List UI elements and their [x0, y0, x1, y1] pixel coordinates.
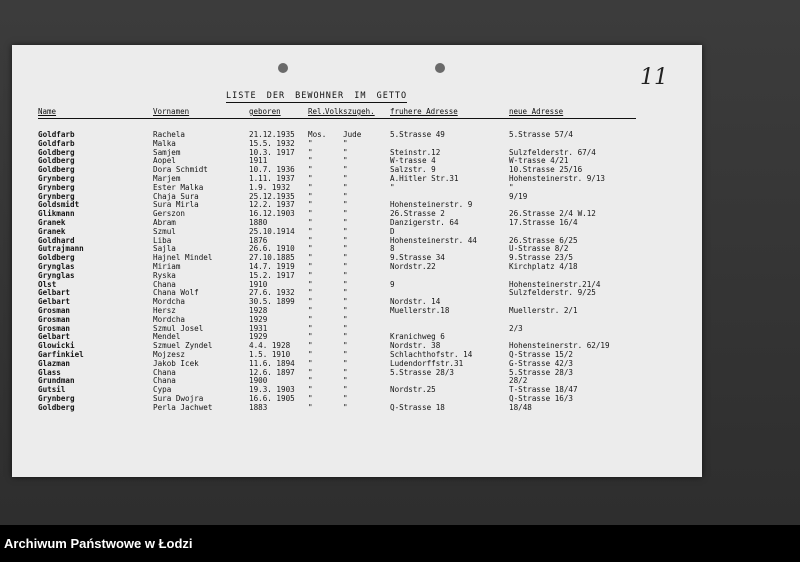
- cell-first: Liba: [153, 235, 172, 245]
- cell-first: Rachela: [153, 130, 186, 139]
- archive-name: Archiwum Państwowe w Łodzi: [4, 536, 193, 551]
- cell-first: Sajla: [153, 244, 176, 254]
- cell-rel: ": [308, 402, 313, 412]
- cell-rel: ": [308, 217, 313, 227]
- cell-rel: ": [308, 358, 313, 368]
- cell-new: 9.Strasse 23/5: [509, 253, 574, 263]
- cell-born: 1.9. 1932: [249, 182, 291, 192]
- cell-born: 1880: [249, 217, 268, 227]
- cell-rel: Mos.: [308, 130, 327, 139]
- cell-born: 16.12.1903: [249, 209, 295, 219]
- cell-folk: ": [343, 209, 348, 219]
- cell-born: 12.6. 1897: [249, 367, 295, 377]
- table-row: [12, 219, 702, 228]
- cell-new: T-Strasse 18/47: [509, 385, 578, 395]
- cell-first: Cypa: [153, 385, 172, 395]
- table-row: [12, 369, 702, 378]
- cell-first: Mordcha: [153, 314, 186, 324]
- column-header-first: Vornamen: [153, 107, 190, 116]
- header-rule: [38, 118, 636, 119]
- cell-folk: ": [343, 217, 348, 227]
- cell-first: Sura Mirla: [153, 200, 199, 210]
- table-row: [12, 131, 702, 140]
- cell-name: Granek: [38, 226, 66, 236]
- cell-prev: Kranichweg 6: [390, 332, 445, 342]
- cell-prev: 26.Strasse 2: [390, 209, 445, 219]
- cell-rel: ": [308, 349, 313, 359]
- cell-folk: ": [343, 297, 348, 307]
- cell-born: 1910: [249, 279, 268, 289]
- cell-born: 25.12.1935: [249, 191, 295, 201]
- table-row: [12, 263, 702, 272]
- cell-rel: ": [308, 305, 313, 315]
- cell-born: 30.5. 1899: [249, 297, 295, 307]
- cell-rel: ": [308, 393, 313, 403]
- cell-prev: Muellerstr.18: [390, 305, 450, 315]
- cell-name: Glass: [38, 367, 61, 377]
- cell-folk: ": [343, 393, 348, 403]
- cell-name: Grundman: [38, 376, 75, 386]
- table-row: [12, 149, 702, 158]
- cell-name: Goldberg: [38, 147, 75, 157]
- cell-prev: Nordstr. 14: [390, 297, 441, 307]
- cell-born: 1931: [249, 323, 268, 333]
- table-row: [12, 298, 702, 307]
- cell-rel: ": [308, 138, 313, 148]
- table-row: [12, 404, 702, 413]
- cell-new: Hohensteinerstr. 62/19: [509, 341, 610, 351]
- cell-rel: ": [308, 235, 313, 245]
- cell-new: U-Strasse 8/2: [509, 244, 569, 254]
- cell-new: 26.Strasse 2/4 W.12: [509, 209, 596, 219]
- cell-first: Szmuel Zyndel: [153, 341, 213, 351]
- cell-rel: ": [308, 385, 313, 395]
- cell-first: Samjem: [153, 147, 181, 157]
- cell-prev: Nordstr.25: [390, 385, 436, 395]
- cell-name: Grynglas: [38, 261, 75, 271]
- cell-new: 26.Strasse 6/25: [509, 235, 578, 245]
- table-row: [12, 377, 702, 386]
- cell-folk: ": [343, 349, 348, 359]
- table-row: [12, 325, 702, 334]
- cell-born: 1.5. 1910: [249, 349, 291, 359]
- cell-new: G-Strasse 42/3: [509, 358, 574, 368]
- cell-first: Chana: [153, 279, 176, 289]
- cell-folk: ": [343, 376, 348, 386]
- column-header-new: neue Adresse: [509, 107, 564, 116]
- cell-prev: 5.Strasse 49: [390, 130, 445, 139]
- cell-first: Aopel: [153, 156, 176, 166]
- table-row: [12, 316, 702, 325]
- cell-rel: ": [308, 200, 313, 210]
- cell-rel: ": [308, 332, 313, 342]
- cell-folk: ": [343, 279, 348, 289]
- cell-first: Mendel: [153, 332, 181, 342]
- cell-rel: ": [308, 341, 313, 351]
- cell-born: 10.7. 1936: [249, 165, 295, 175]
- cell-born: 15.2. 1917: [249, 270, 295, 280]
- cell-new: Hohensteinerstr. 9/13: [509, 173, 606, 183]
- cell-rel: ": [308, 173, 313, 183]
- cell-born: 10.3. 1917: [249, 147, 295, 157]
- cell-new: 5.Strasse 28/3: [509, 367, 574, 377]
- cell-born: 25.10.1914: [249, 226, 295, 236]
- column-header-folk: Volkszugeh.: [325, 107, 375, 116]
- resident-list: [12, 131, 702, 413]
- cell-born: 14.7. 1919: [249, 261, 295, 271]
- cell-name: Gutsil: [38, 385, 66, 395]
- table-row: [12, 245, 702, 254]
- cell-first: Jakob Icek: [153, 358, 199, 368]
- cell-name: Gelbart: [38, 297, 71, 307]
- cell-name: Olst: [38, 279, 57, 289]
- table-row: [12, 351, 702, 360]
- cell-first: Hajnel Mindel: [153, 253, 213, 263]
- cell-rel: ": [308, 288, 313, 298]
- table-row: [12, 175, 702, 184]
- cell-first: Malka: [153, 138, 176, 148]
- cell-born: 19.3. 1903: [249, 385, 295, 395]
- cell-folk: ": [343, 138, 348, 148]
- column-header-rel: Rel.: [308, 107, 327, 116]
- cell-rel: ": [308, 244, 313, 254]
- cell-folk: ": [343, 332, 348, 342]
- cell-born: 21.12.1935: [249, 130, 295, 139]
- cell-folk: ": [343, 156, 348, 166]
- cell-first: Miriam: [153, 261, 181, 271]
- cell-folk: ": [343, 270, 348, 280]
- cell-folk: ": [343, 182, 348, 192]
- cell-folk: ": [343, 244, 348, 254]
- cell-prev: Hohensteinerstr. 9: [390, 200, 473, 210]
- cell-born: 27.10.1885: [249, 253, 295, 263]
- column-header-name: Name: [38, 107, 57, 116]
- cell-rel: ": [308, 297, 313, 307]
- cell-rel: ": [308, 314, 313, 324]
- cell-folk: ": [343, 200, 348, 210]
- cell-rel: ": [308, 156, 313, 166]
- cell-name: Grynberg: [38, 393, 75, 403]
- cell-folk: ": [343, 385, 348, 395]
- cell-born: 1929: [249, 314, 268, 324]
- cell-name: Goldsmidt: [38, 200, 80, 210]
- cell-born: 15.5. 1932: [249, 138, 295, 148]
- cell-folk: ": [343, 367, 348, 377]
- table-row: [12, 342, 702, 351]
- cell-prev: Ludendorffstr.31: [390, 358, 464, 368]
- cell-born: 1900: [249, 376, 268, 386]
- table-row: [12, 157, 702, 166]
- cell-first: Szmul: [153, 226, 176, 236]
- table-row: [12, 289, 702, 298]
- cell-folk: ": [343, 173, 348, 183]
- cell-first: Chana: [153, 367, 176, 377]
- cell-folk: ": [343, 323, 348, 333]
- cell-folk: ": [343, 165, 348, 175]
- cell-folk: ": [343, 226, 348, 236]
- cell-prev: Nordstr.22: [390, 261, 436, 271]
- table-row: [12, 254, 702, 263]
- cell-born: 11.6. 1894: [249, 358, 295, 368]
- cell-prev: Hohensteinerstr. 44: [390, 235, 477, 245]
- table-row: [12, 140, 702, 149]
- cell-first: Sura Dwojra: [153, 393, 204, 403]
- cell-first: Chaja Sura: [153, 191, 199, 201]
- cell-first: Mordcha: [153, 297, 186, 307]
- cell-prev: 5.Strasse 28/3: [390, 367, 455, 377]
- cell-name: Goldfarb: [38, 138, 75, 148]
- cell-rel: ": [308, 147, 313, 157]
- table-row: [12, 281, 702, 290]
- table-row: [12, 228, 702, 237]
- cell-name: Grosman: [38, 305, 71, 315]
- cell-rel: ": [308, 209, 313, 219]
- cell-prev: Salzstr. 9: [390, 165, 436, 175]
- table-row: [12, 184, 702, 193]
- cell-name: Glazman: [38, 358, 71, 368]
- cell-name: Glowicki: [38, 341, 75, 351]
- cell-born: 1883: [249, 402, 268, 412]
- table-row: [12, 210, 702, 219]
- cell-born: 1876: [249, 235, 268, 245]
- cell-prev: Q-Strasse 18: [390, 402, 445, 412]
- cell-born: 12.2. 1937: [249, 200, 295, 210]
- cell-prev: A.Hitler Str.31: [390, 173, 459, 183]
- cell-prev: 9.Strasse 34: [390, 253, 445, 263]
- cell-prev: 9: [390, 279, 395, 289]
- cell-born: 1911: [249, 156, 268, 166]
- cell-new: 28/2: [509, 376, 528, 386]
- cell-folk: ": [343, 402, 348, 412]
- cell-name: Goldberg: [38, 165, 75, 175]
- cell-rel: ": [308, 191, 313, 201]
- cell-new: Hohensteinerstr.21/4: [509, 279, 601, 289]
- cell-folk: ": [343, 314, 348, 324]
- cell-folk: ": [343, 305, 348, 315]
- cell-rel: ": [308, 165, 313, 175]
- cell-folk: ": [343, 253, 348, 263]
- table-row: [12, 386, 702, 395]
- cell-prev: Schlachthofstr. 14: [390, 349, 473, 359]
- archive-footer: [0, 525, 800, 562]
- cell-first: Mojzesz: [153, 349, 186, 359]
- cell-folk: Jude: [343, 130, 362, 139]
- cell-new: Q-Strasse 16/3: [509, 393, 574, 403]
- cell-prev: D: [390, 226, 395, 236]
- cell-rel: ": [308, 261, 313, 271]
- cell-name: Glikmann: [38, 209, 75, 219]
- cell-name: Grynglas: [38, 270, 75, 280]
- cell-new: Kirchplatz 4/18: [509, 261, 578, 271]
- table-row: [12, 201, 702, 210]
- cell-prev: ": [390, 182, 395, 192]
- cell-rel: ": [308, 253, 313, 263]
- cell-new: 18/48: [509, 402, 532, 412]
- cell-folk: ": [343, 261, 348, 271]
- cell-rel: ": [308, 270, 313, 280]
- document-title: LISTE DER BEWOHNER IM GETTO: [226, 91, 408, 101]
- cell-name: Grynberg: [38, 182, 75, 192]
- cell-first: Szmul Josel: [153, 323, 204, 333]
- cell-rel: ": [308, 376, 313, 386]
- cell-first: Dora Schmidt: [153, 165, 208, 175]
- document-page: [12, 45, 702, 477]
- cell-folk: ": [343, 235, 348, 245]
- cell-prev: Danzigerstr. 64: [390, 217, 459, 227]
- cell-born: 4.4. 1928: [249, 341, 291, 351]
- cell-new: 9/19: [509, 191, 528, 201]
- column-header-born: geboren: [249, 107, 281, 116]
- cell-first: Chana: [153, 376, 176, 386]
- cell-folk: ": [343, 288, 348, 298]
- punch-hole: [278, 63, 288, 73]
- table-row: [12, 237, 702, 246]
- cell-first: Hersz: [153, 305, 176, 315]
- cell-folk: ": [343, 191, 348, 201]
- cell-prev: 8: [390, 244, 395, 254]
- cell-name: Goldhard: [38, 235, 75, 245]
- cell-prev: Steinstr.12: [390, 147, 441, 157]
- cell-born: 1928: [249, 305, 268, 315]
- cell-name: Goldberg: [38, 402, 75, 412]
- cell-first: Marjem: [153, 173, 181, 183]
- cell-first: Gerszon: [153, 209, 186, 219]
- cell-first: Ryska: [153, 270, 176, 280]
- punch-hole: [435, 63, 445, 73]
- cell-name: Goldberg: [38, 253, 75, 263]
- cell-born: 1929: [249, 332, 268, 342]
- cell-name: Grynberg: [38, 173, 75, 183]
- cell-new: 5.Strasse 57/4: [509, 130, 574, 139]
- table-row: [12, 193, 702, 202]
- cell-new: Sulzfelderstr. 67/4: [509, 147, 596, 157]
- cell-born: 1.11. 1937: [249, 173, 295, 183]
- cell-first: Perla Jachwet: [153, 402, 213, 412]
- cell-folk: ": [343, 341, 348, 351]
- cell-first: Chana Wolf: [153, 288, 199, 298]
- cell-name: Gutrajmann: [38, 244, 84, 254]
- cell-name: Grynberg: [38, 191, 75, 201]
- cell-rel: ": [308, 323, 313, 333]
- cell-first: Ester Malka: [153, 182, 204, 192]
- cell-name: Garfinkiel: [38, 349, 84, 359]
- cell-rel: ": [308, 226, 313, 236]
- column-header-prev: fruhere Adresse: [390, 107, 458, 116]
- cell-new: Muellerstr. 2/1: [509, 305, 578, 315]
- table-row: [12, 307, 702, 316]
- cell-prev: W-trasse 4: [390, 156, 436, 166]
- cell-rel: ": [308, 367, 313, 377]
- cell-name: Goldberg: [38, 156, 75, 166]
- cell-name: Grosman: [38, 314, 71, 324]
- cell-new: 17.Strasse 16/4: [509, 217, 578, 227]
- table-row: [12, 360, 702, 369]
- cell-new: W-trasse 4/21: [509, 156, 569, 166]
- cell-new: Sulzfelderstr. 9/25: [509, 288, 596, 298]
- cell-new: ": [509, 182, 514, 192]
- cell-name: Gelbart: [38, 332, 71, 342]
- cell-born: 16.6. 1905: [249, 393, 295, 403]
- cell-new: Q-Strasse 15/2: [509, 349, 574, 359]
- table-row: [12, 395, 702, 404]
- cell-name: Grosman: [38, 323, 71, 333]
- cell-born: 27.6. 1932: [249, 288, 295, 298]
- cell-new: 10.Strasse 25/16: [509, 165, 583, 175]
- cell-name: Granek: [38, 217, 66, 227]
- cell-new: 2/3: [509, 323, 523, 333]
- cell-folk: ": [343, 358, 348, 368]
- cell-prev: Nordstr. 38: [390, 341, 441, 351]
- page-number: 11: [640, 65, 668, 90]
- cell-rel: ": [308, 279, 313, 289]
- cell-name: Gelbart: [38, 288, 71, 298]
- cell-born: 26.6. 1910: [249, 244, 295, 254]
- cell-name: Goldfarb: [38, 130, 75, 139]
- cell-rel: ": [308, 182, 313, 192]
- cell-first: Abram: [153, 217, 176, 227]
- cell-folk: ": [343, 147, 348, 157]
